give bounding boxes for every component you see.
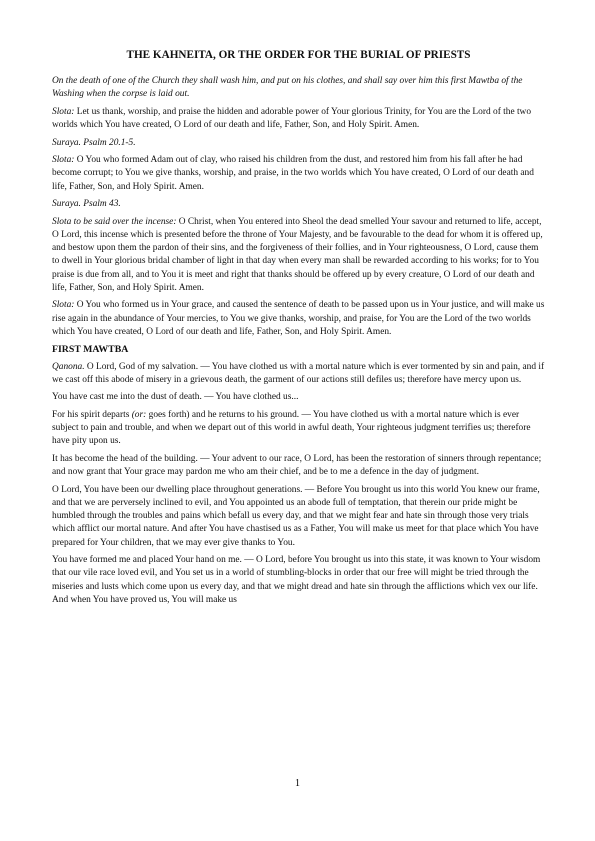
intro-rubric: On the death of one of the Church they shall wash him, and put on his clothes, and shall say over him this first Mawtba of the Washing when the corpse is laid out. (52, 76, 523, 100)
qanona-text: O Lord, God of my salvation. — You have clothed us with a mortal nature which is ever tormented by sin and pain, and if we cast off this abode of misery in a grievous death, the garment of our actions still defiles us; therefore have mercy upon us. (52, 361, 545, 385)
slota-text: Let us thank, worship, and praise the hidden and adorable power of Your glorious Trinity, for You are the Lord of the two worlds which You have created, O Lord of our death and life, Father, Son, and Holy Spirit. Amen. (52, 106, 532, 130)
paragraph-verse-formed: You have formed me and placed Your hand on me. — O Lord, before You brought us into this state, it was known to Your wisdom that our vile race loved evil, and You set us in a world of stumbling-blocks in order that our free will might be tried through the miseries and lusts which come upon us every day, and that we might dread and hate sin through the afflictions which vex our life. And when You have proved us, You will make us (52, 555, 541, 605)
slota-label: Slota: (52, 300, 75, 311)
slota-incense-label: Slota to be said over the incense: (52, 216, 177, 227)
page-number: 1 (295, 778, 300, 789)
verse-text-b: goes forth) and he returns to his ground. — You have clothed us with a mortal nature which is ever subject to pain and trouble, and when we depart out of this world in awful death, Your righteous judgment terrifies us; therefore have pity upon us. (52, 409, 531, 447)
paragraph-verse-building: It has become the head of the building. — Your advent to our race, O Lord, has been the restoration of sinners through repentance; and now grant that Your grace may pardon me who am their chief, and be to me a defence in the day of judgment. (52, 453, 542, 478)
section-heading-first-mawtba: FIRST MAWTBA (52, 344, 129, 356)
slota-incense-text: O Christ, when You entered into Sheol the dead smelled Your savour and returned to life, accept, O Lord, this incense which is presented before the throne of Your Majesty, and be favourable to the dead for whom it is offered up, and bestow upon them the pardon of their sins, and the forgiveness of their follies, and in Your righteousness, O Lord, cause them to dwell in Your glorious bridal chamber of light in that day when every man shall be rewarded according to his works; for to You praise is due from all, and to You it is meet and right that thanks should be offered up by every creature, O Lord of our death and life, Father, Son, and Holy Spirit. Amen. (52, 216, 543, 293)
slota-label: Slota: (52, 106, 75, 117)
paragraph-slota-incense (52, 216, 545, 295)
slota-label: Slota: (52, 155, 75, 166)
verse-text-a: For his spirit departs (52, 409, 132, 420)
paragraph-verse-dwelling: O Lord, You have been our dwelling place throughout generations. — Before You brought us into this world You knew our frame, and that we are perversely inclined to evil, and You appointed us an abode full of temptation, that therein our pride might be humbled through the troubles and pains which befall us every day, and that we might fear and hate sin through those very trials which afflict our mortal nature. And after You have chastised us as a Father, You will make us meet for that place which You have prepared for Your children, that we may ever give thanks to You. (52, 484, 540, 548)
slota-text: O You who formed Adam out of clay, who raised his children from the dust, and restored him from his fall after he had become corrupt; to You we give thanks, worship, and praise, in the two worlds which You have created, O Lord of our death and life, Father, Son, and Holy Spirit. Amen. (52, 155, 534, 192)
paragraph-qanona (52, 361, 545, 387)
paragraph-verse-spirit (52, 409, 545, 449)
paragraph-verse-dust: You have cast me into the dust of death. — You have clothed us... (52, 392, 299, 403)
qanona-label: Qanona. (52, 361, 85, 372)
paragraph-slota-3 (52, 299, 545, 339)
suraya-psalm-43: Suraya. Psalm 43. (52, 199, 121, 210)
paragraph-slota-2 (52, 154, 545, 194)
verse-or-note: (or: (131, 409, 147, 420)
document-title: THE KAHNEITA, OR THE ORDER FOR THE BURIAL OF PRIESTS (126, 49, 471, 61)
suraya-psalm-20: Suraya. Psalm 20.1-5. (52, 137, 136, 148)
slota-text: O You who formed us in Your grace, and caused the sentence of death to be passed upon us in Your justice, and will make us rise again in the abundance of Your mercies, to You we give thanks, worship, and praise, for You are the Lord of the two worlds which You have created, O Lord of our death and life, Father, Son, and Holy Spirit. Amen. (52, 300, 545, 337)
paragraph-slota-1 (52, 106, 545, 132)
